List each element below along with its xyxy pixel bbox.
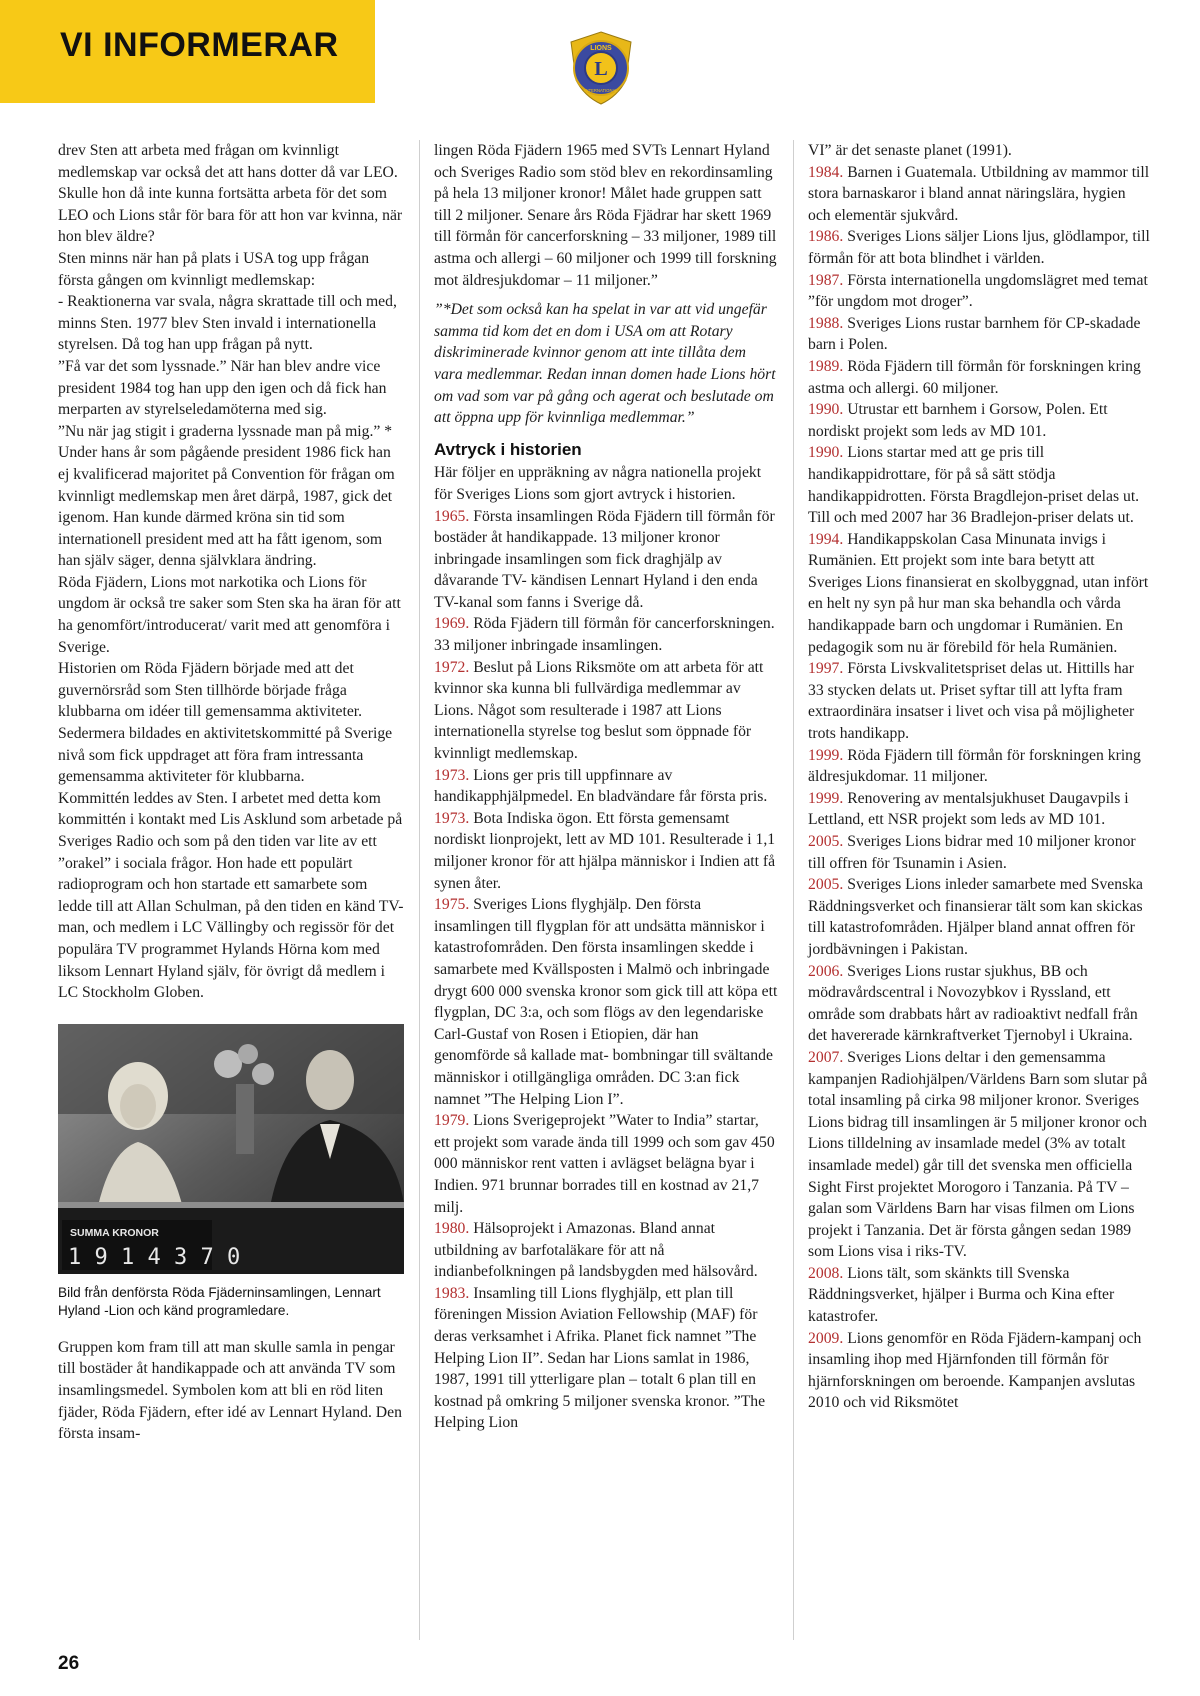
timeline-text: Första insamlingen Röda Fjädern till förmån för bostäder åt handikappade. 13 miljoner kronor inbringade insamlingen som fick draghjälp av dåvarande TV- kändisen Lennart Hyland i den enda TV-kanal som fanns i Sverige då. <box>434 507 775 611</box>
article-column-2 <box>434 140 778 1434</box>
timeline-text: Lions startar med att ge pris till handikappidrottare, för på så sätt stödja handikappidrotten. Första Bragdlejon-priset delas ut. Till och med 2007 har 36 Bradlejon-priser delats ut. <box>808 444 1140 527</box>
timeline-entry <box>808 745 1152 788</box>
historical-photo <box>58 1024 404 1274</box>
timeline-text: Röda Fjädern till förmån för cancerforskningen. 33 miljoner inbringade insamlingen. <box>434 615 775 655</box>
timeline-entry <box>808 788 1152 831</box>
timeline-year: 1983. <box>434 1284 470 1302</box>
timeline-entry <box>808 1263 1152 1328</box>
page-number: 26 <box>58 1653 80 1674</box>
timeline-text: Lions genomför en Röda Fjädern-kampanj och insamling ihop med Hjärnfonden till förmån för hjärnforskningen om beroende. Kampanjen avslutas 2010 och vid Riksmötet <box>808 1329 1142 1412</box>
timeline-year: 1994. <box>808 530 844 548</box>
timeline-text: Barnen i Guatemala. Utbildning av mammor till stora barnaskaror i bland annat näringslära, hygien och elementär sjukvård. <box>808 163 1150 224</box>
timeline-year: 1997. <box>808 660 844 678</box>
timeline-text: Sveriges Lions deltar i den gemensamma kampanjen Radiohjälpen/Världens Barn som slutar på total insamling på cirka 98 miljoner kronor. Sveriges Lions bidrag till insamlingen är 5 miljoner kronor och Lions tilldelning av insamlade medel (3% av totalt insamlade medel) går till det svenska men officiella Sight First projektet Morogoro i Tanzania. På TV – galan som Världens Barn har visas filmen om Lions projekt i Tanzania. Det är första gången sedan 1989 som Lions visa i riks-TV. <box>808 1048 1148 1261</box>
timeline-text: Lions ger pris till uppfinnare av handikapphjälpmedel. En bladvändare får första pris. <box>434 766 768 806</box>
paragraph: - Reaktionerna var svala, några skrattade till och med, minns Sten. 1977 blev Sten invald i internationella styrelsen. Då tog han upp frågan på nytt. <box>58 293 397 354</box>
section-subheading: Avtryck i historien <box>434 439 582 459</box>
column-divider <box>793 140 794 1640</box>
logo-center-letter: L <box>594 58 608 80</box>
timeline-year: 1973. <box>434 766 470 784</box>
timeline-entry <box>434 613 778 656</box>
timeline-list <box>808 162 1152 1414</box>
section-title: VI INFORMERAR <box>60 26 339 64</box>
timeline-year: 2008. <box>808 1264 844 1282</box>
paragraph: drev Sten att arbeta med frågan om kvinnligt medlemskap var också det att hans dotter då var LEO. Skulle hon då inte kunna fortsätta arbeta för det som LEO och Lions står för bara för att hon var kvinna, när hon blev äldre? <box>58 142 403 246</box>
timeline-text: Handikappskolan Casa Minunata invigs i Rumänien. Ett projekt som inte bara betytt att Sveriges Lions finansierat en skolbyggnad, utan infört en helt ny syn på hur man ska behandla och vårda handikappade barn och ungdomar i Rumänien. En pedagogik som nu är förebild för hela Rumänien. <box>808 530 1149 656</box>
timeline-year: 2005. <box>808 876 844 894</box>
column-divider <box>419 140 420 1640</box>
timeline-year: 1984. <box>808 163 844 181</box>
timeline-entry <box>434 1283 778 1434</box>
timeline-year: 1986. <box>808 228 844 246</box>
timeline-text: Insamling till Lions flyghjälp, ett plan till föreningen Mission Aviation Fellowship (MAF) för deras verksamhet i Afrika. Planet fick namnet ”The Helping Lion II”. Sedan har Lions samlat in 1986, 1987, 1991 till ytterligare plan – totalt 6 plan till en kostnad på omkring 5 miljoner svenska kronor. ”The Helping Lion <box>434 1284 766 1432</box>
timeline-year: 1979. <box>434 1112 470 1130</box>
timeline-year: 1999. <box>808 789 844 807</box>
timeline-text: Första Livskvalitetspriset delas ut. Hittills har 33 stycken delats ut. Priset syftar till att lyfta fram extraordinära insatser i livet och visa på möjligheter trots handikapp. <box>808 660 1135 743</box>
paragraph: ”Nu när jag stigit i graderna lyssnade man på mig.” * <box>58 422 393 440</box>
logo-top-text: LIONS <box>590 45 612 52</box>
timeline-entry <box>808 356 1152 399</box>
timeline-entry <box>808 961 1152 1047</box>
logo-bottom-text: INTERNATIONAL <box>584 88 618 93</box>
timeline-text: Första internationella ungdomslägret med temat ”för ungdom mot droger”. <box>808 271 1148 311</box>
timeline-year: 2005. <box>808 833 844 850</box>
timeline-entry <box>808 313 1152 356</box>
paragraph: VI” är det senaste planet (1991). <box>808 142 1012 159</box>
timeline-text: Sveriges Lions rustar barnhem för CP-skadade barn i Polen. <box>808 314 1141 354</box>
timeline-year: 1969. <box>434 615 470 633</box>
timeline-entry <box>808 399 1152 442</box>
timeline-year: 1975. <box>434 896 470 914</box>
timeline-list <box>434 506 778 1435</box>
timeline-text: Röda Fjädern till förmån för forskningen kring äldresjukdomar. 11 miljoner. <box>808 746 1141 786</box>
timeline-entry <box>434 1218 778 1283</box>
paragraph: Sten minns när han på plats i USA tog upp frågan första gången om kvinnligt medlemskap: <box>58 249 370 289</box>
timeline-entry <box>808 270 1152 313</box>
timeline-text: Hälsoprojekt i Amazonas. Bland annat utbildning av barfotaläkare för att nå indianbefolkningen på landsbygden med hälsovård. <box>434 1220 758 1281</box>
timeline-year: 1990. <box>808 401 844 419</box>
timeline-year: 1999. <box>808 746 844 764</box>
timeline-entry <box>434 506 778 614</box>
timeline-year: 1988. <box>808 314 844 332</box>
timeline-year: 2006. <box>808 962 844 980</box>
timeline-entry <box>808 226 1152 269</box>
paragraph: Gruppen kom fram till att man skulle samla in pengar till bostäder åt handikappade och att använda TV som insamlingsmedel. Symbolen kom att bli en röd liten fjäder, Röda Fjädern, efter idé av Lennart Hyland. Den första insam- <box>58 1338 402 1443</box>
timeline-entry <box>808 162 1152 227</box>
timeline-year: 1987. <box>808 271 844 289</box>
timeline-entry <box>808 874 1152 960</box>
timeline-entry <box>808 1328 1152 1414</box>
timeline-text: Sveriges Lions säljer Lions ljus, glödlampor, till förmån för att bota blindhet i världen. <box>808 228 1150 267</box>
paragraph: Kommittén leddes av Sten. I arbetet med detta kom kommittén i kontakt med Lis Asklund som arbetade på Sveriges Radio och som på den tiden var lite av ett ”orakel” i sociala frågor. Hon hade ett populärt radioprogram och hon startade ett samarbete som ledde till att Allan Schulman, på den tiden en känd TV-man, och medlem i LC Vällingby och regissör för det populära TV programmet Hylands Hörna kom med liksom Lennart Hyland själv, för övrigt då medlem i LC Stockholm Globen. <box>58 789 404 1002</box>
timeline-text: Bota Indiska ögon. Ett första gemensamt nordiskt lionprojekt, lett av MD 101. Resulterade i 1,1 miljoner kronor för att hjälpa människor i Indien att få synen åter. <box>434 809 776 892</box>
timeline-text: Lions Sverigeprojekt ”Water to India” startar, ett projekt som varade ända till 1999 och som gav 450 000 människor rent vatten i avlägset belägna byar i Indien. 971 brunnar borrades till en kostnad av 21,7 milj. <box>434 1112 775 1216</box>
timeline-year: 1972. <box>434 658 470 676</box>
timeline-year: 2009. <box>808 1329 844 1347</box>
timeline-year: 2007. <box>808 1048 844 1066</box>
timeline-entry <box>808 529 1152 659</box>
paragraph: Röda Fjädern, Lions mot narkotika och Lions för ungdom är också tre saker som Sten ska ha äran för att ha genomfört/introducerat/ varit med att genomföra i Sverige. <box>58 573 401 656</box>
photo-caption: Bild från denförsta Röda Fjäderninsamlingen, Lennart Hyland -Lion och känd programledare. <box>58 1284 381 1319</box>
timeline-text: Beslut på Lions Riksmöte om att arbeta för att kvinnor ska kunna bli fullvärdiga medlemmar av Lions. Något som resulterade i 1987 att Lions internationella styrelse tog beslut som öppnade för kvinnligt medlemskap. <box>434 658 764 763</box>
timeline-text: Lions tält, som skänkts till Svenska Räddningsverket, hjälper i Burma och Kina efter katastrofer. <box>808 1264 1115 1326</box>
photo-sign-label: SUMMA KRONOR <box>70 1226 159 1239</box>
timeline-entry <box>434 765 778 808</box>
photo-sign-amount: 1 9 1 4 3 7 0 <box>68 1244 241 1270</box>
paragraph: Sedermera bildades en aktivitetskommitté på Sverige nivå som fick uppdraget att föra fram intressanta gemensamma aktiviteter för klubbarna. <box>58 725 393 786</box>
timeline-text: Sveriges Lions rustar sjukhus, BB och mödravårdscentral i Novozybkov i Ryssland, ett område som drabbats hårt av radioaktivt nedfall från det havererade kärnkraftverket Tjernobyl i Ukraina. <box>808 962 1138 1045</box>
timeline-entry <box>434 1110 778 1218</box>
article-column-1 <box>58 140 404 1445</box>
paragraph: ”Få var det som lyssnade.” När han blev andre vice president 1984 tog han upp den igen och då fick han merparten av styrelseledamöterna med sig. <box>58 357 387 419</box>
timeline-year: 1965. <box>434 507 470 525</box>
paragraph: lingen Röda Fjädern 1965 med SVTs Lennart Hyland och Sveriges Radio som stöd blev en rekordinsamling på hela 13 miljoner kronor! Målet hade gruppen satt till 2 miljoner. Senare års Röda Fjädrar har skett 1969 till förmån för cancerforskning – 33 miljoner, 1989 till astma och allergi – 60 miljoner och 1999 till forskning mot äldresjukdomar – 11 miljoner.” <box>434 142 777 289</box>
timeline-entry <box>434 894 778 1110</box>
timeline-year: 1990. <box>808 444 844 462</box>
paragraph: Här följer en uppräkning av några nationella projekt för Sveriges Lions som gjort avtryck i historien. <box>434 464 762 503</box>
timeline-entry <box>808 442 1152 528</box>
timeline-text: Utrustar ett barnhem i Gorsow, Polen. Ett nordiskt projekt som leds av MD 101. <box>808 401 1108 440</box>
timeline-entry <box>808 658 1152 744</box>
timeline-entry <box>434 657 778 765</box>
lions-emblem-icon <box>568 30 634 106</box>
timeline-text: Sveriges Lions bidrar med 10 miljoner kronor till offren för Tsunamin i Asien. <box>808 833 1136 872</box>
timeline-entry <box>808 831 1152 874</box>
paragraph: Historien om Röda Fjädern började med att det guvernörsråd som Sten tillhörde började fråga klubbarna om idéer till gemensamma aktiviteter. <box>58 660 363 721</box>
timeline-text: Sveriges Lions inleder samarbete med Svenska Räddningsverket och finansierar tält som kan skickas till katastrofområden. Hjälper bland annat offren för jordbävningen i Pakistan. <box>808 876 1144 958</box>
timeline-text: Sveriges Lions flyghjälp. Den första insamlingen till flygplan för att undsätta människor i katastrofområden. Den första insamlingen skedde i samarbete med Kvällsposten i Malmö och inbringade drygt 600 000 svenska kronor som gick till att köpa ett flygplan, DC 3:a, och som flögs av den legendariske Carl-Gustaf von Rosen i Etiopien, där han genomförde så kallade mat- bombningar till svältande människor i otillgängliga områden. DC 3:an fick namnet ”The Helping Lion I”. <box>434 896 778 1108</box>
timeline-entry <box>434 808 778 894</box>
footnote-quote: ”*Det som också kan ha spelat in var att vid ungefär samma tid kom det en dom i USA om att Rotary diskriminerade kvinnor genom att inte tillåta dem vara medlemmar. Redan innan domen hade Lions hört om vad som var på gång och agerat och beslutade om att öppna upp för kvinnliga medlemmar.” <box>434 301 776 427</box>
paragraph: Under hans år som pågående president 1986 fick han ej kvalificerad majoritet på Convention för frågan om kvinnligt medlemskap men året därpå, 1987, gick det igenom. Han kunde därmed kröna sin tid som internationell president med att ha fått igenom, som han själv säger, denna självklara ändring. <box>58 444 395 570</box>
timeline-year: 1989. <box>808 357 844 375</box>
timeline-text: Renovering av mentalsjukhuset Daugavpils i Lettland, ett NSR projekt som leds av MD 101. <box>808 789 1129 829</box>
timeline-text: Röda Fjädern till förmån för forskningen kring astma och allergi. 60 miljoner. <box>808 357 1141 397</box>
timeline-year: 1980. <box>434 1220 470 1238</box>
article-column-3 <box>808 140 1152 1414</box>
timeline-entry <box>808 1047 1152 1263</box>
timeline-year: 1973. <box>434 809 470 827</box>
